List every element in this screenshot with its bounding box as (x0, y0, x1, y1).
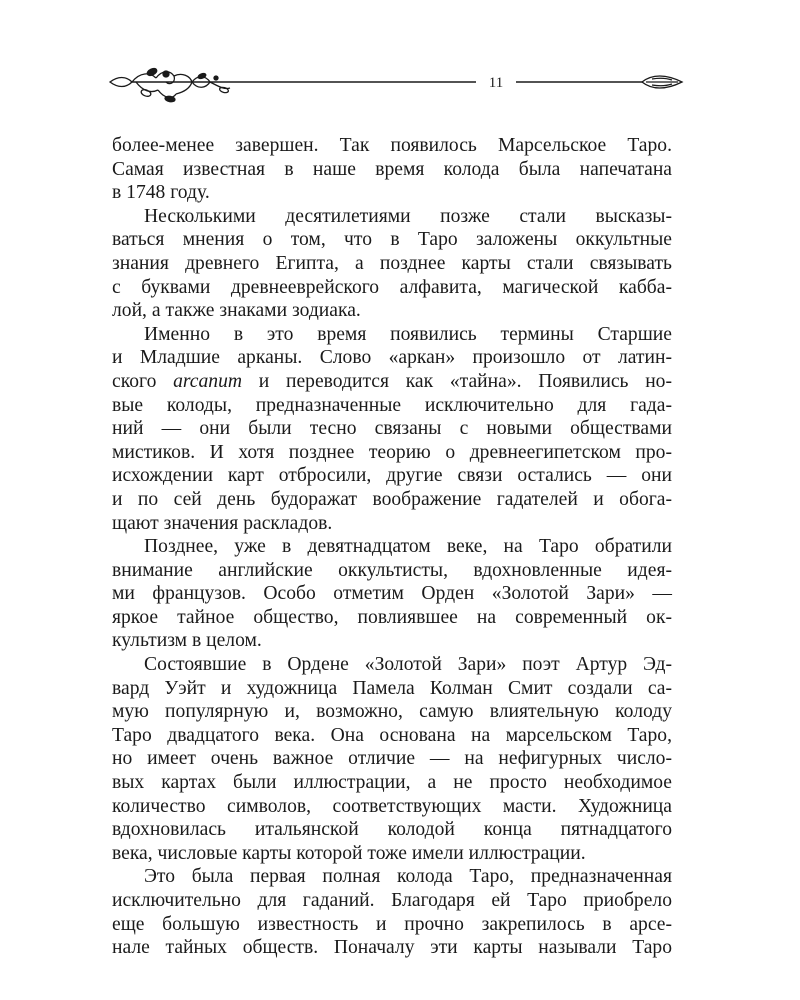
vine-ornament-icon (110, 67, 230, 102)
text-line: с буквами древнееврейского алфавита, магической кабба- (112, 276, 672, 298)
text-line: исхождении карт отбросили, другие связи остались — они (112, 465, 672, 487)
text-line: вдохновилась итальянской колодой конца пятнадцатого (112, 819, 672, 841)
text-line: ми французов. Особо отметим Орден «Золотой Зари» — (112, 583, 672, 605)
text-line: мую популярную и, возможно, самую влиятельную колоду (112, 701, 672, 723)
text-line: лой, а также знаками зодиака. (112, 300, 361, 322)
text-line: но имеет очень важное отличие — на нефигурных число- (112, 748, 672, 770)
text-line: количество символов, соответствующих масти. Художница (112, 795, 672, 817)
text-line: Состоявшие в Ордене «Золотой Зари» поэт Артур Эд- (144, 654, 672, 676)
text-line: знания древнего Египта, а позднее карты стали связывать (112, 252, 672, 274)
text-line: культизм в целом. (112, 630, 262, 652)
text-line-mixed (112, 370, 672, 394)
text-line: Позднее, уже в девятнадцатом веке, на Таро обратили (144, 536, 672, 558)
text-fragment: ского (112, 370, 157, 392)
text-line: еще большую известность и прочно закрепилось в арсе- (112, 913, 672, 935)
text-line: вые колоды, предназначенные исключительно для гада- (112, 394, 672, 416)
text-line: и Младшие арканы. Слово «аркан» произошло от латин- (112, 347, 672, 369)
text-line: Это была первая полная колода Таро, предназначенная (144, 866, 672, 888)
page-header (106, 62, 686, 106)
text-line: Таро двадцатого века. Она основана на марсельском Таро, (112, 724, 672, 746)
text-line: века, числовые карты которой тоже имели иллюстрации. (112, 842, 586, 864)
text-line: вых картах были иллюстрации, а не просто необходимое (112, 772, 672, 794)
text-line: нале тайных обществ. Поначалу эти карты называли Таро (112, 937, 672, 959)
text-line: Именно в это время появились термины Старшие (144, 323, 672, 345)
header-ornament (106, 62, 686, 106)
text-line: более-менее завершен. Так появилось Марсельское Таро. (112, 135, 672, 156)
text-line: Несколькими десятилетиями позже стали высказы- (144, 205, 672, 227)
page-number: 11 (476, 75, 516, 91)
text-fragment: и переводится как «тайна». Появились но- (258, 370, 673, 392)
text-line: внимание английские оккультисты, вдохновленные идея- (112, 559, 672, 581)
text-line: мистиков. И хотя позднее теорию о древнеегипетском про- (112, 441, 672, 463)
text-line: исключительно для гаданий. Благодаря ей Таро приобрело (112, 890, 672, 911)
text-line: яркое тайное общество, повлиявшее на современный ок- (112, 606, 672, 628)
text-line: ваться мнения о том, что в Таро заложены оккультные (112, 229, 672, 251)
text-line: вард Уэйт и художница Памела Колман Смит создали са- (112, 677, 672, 699)
text-line: и по сей день будоражат воображение гадателей и обога- (112, 488, 672, 510)
italic-term: arcanum (173, 370, 243, 392)
text-line: в 1748 году. (112, 182, 210, 204)
text-line: щают значения раскладов. (112, 512, 333, 534)
body-text (112, 134, 672, 960)
text-line: ний — они были тесно связаны с новыми обществами (112, 418, 672, 440)
text-line: Самая известная в наше время колода была напечатана (112, 158, 672, 180)
leaf-arrowhead-icon (642, 76, 682, 88)
